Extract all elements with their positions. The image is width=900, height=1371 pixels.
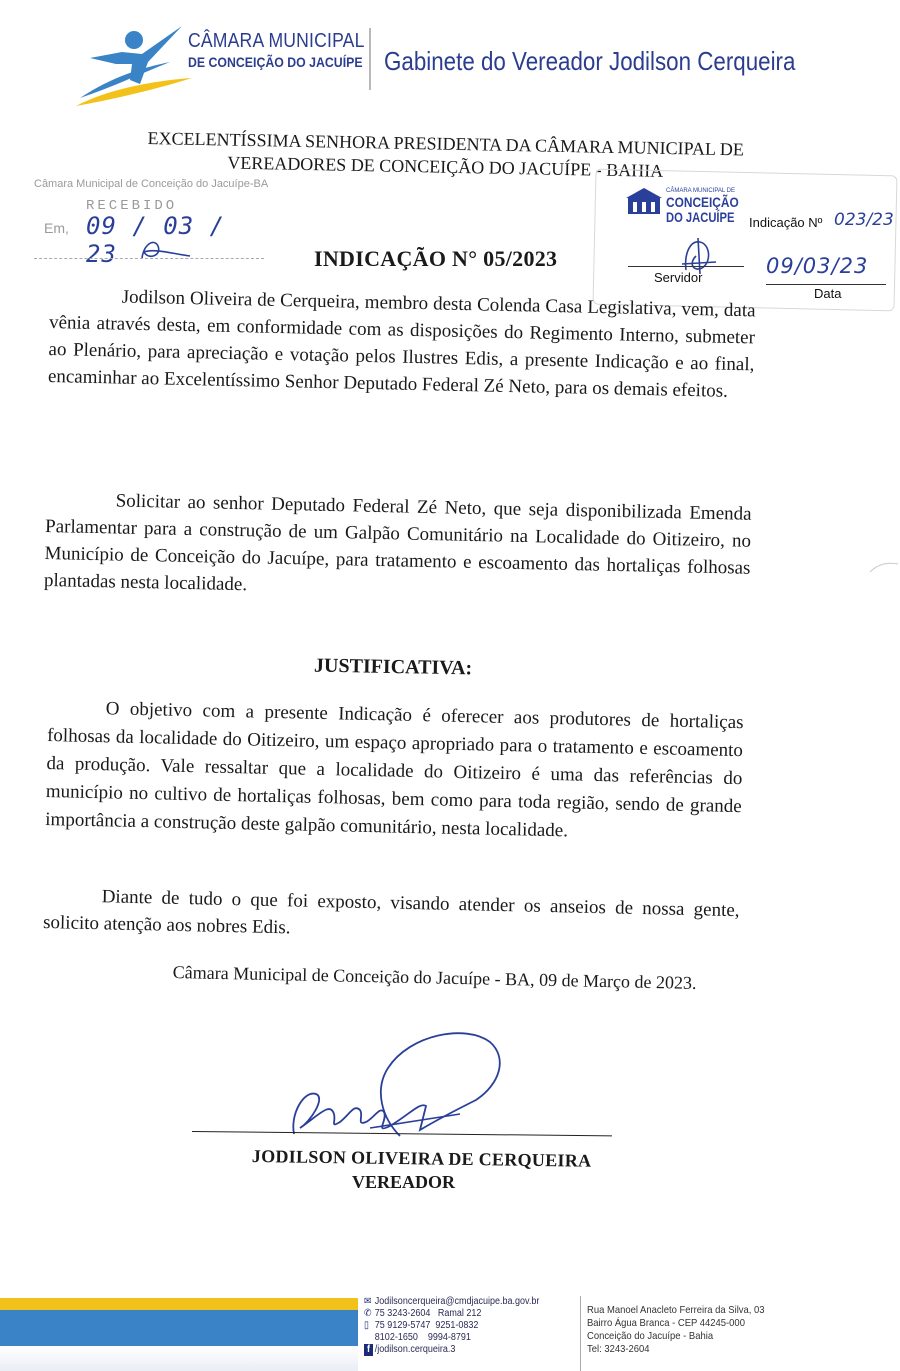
signer-role: VEREADOR (352, 1172, 456, 1192)
footer-phone-ext: Ramal 212 (437, 1308, 482, 1319)
footer-address-line3: Conceição do Jacuípe - Bahia (587, 1330, 714, 1342)
footer-address-line1: Rua Manoel Anacleto Ferreira da Silva, 03 (587, 1304, 765, 1316)
footer-mobile3: 8102-1650 (374, 1332, 418, 1343)
footer-email: Jodilsoncerqueira@cmdjacuipe.ba.gov.br (374, 1296, 540, 1307)
paragraph-justification: O objetivo com a presente Indicação é oferecer aos produtores de hortaliças folhosas da localidade do Oitizeiro, um espaço apropriado para o tratamento e escoamento da produção. Vale ressaltar que a localidade do Oitizeiro é uma das referências do município no cultivo de hortaliças folhosas, bem como para toda região, sendo de grande importância a construção deste galpão comunitário, nesta localidade. (45, 698, 744, 842)
person-swoosh-logo-icon (70, 18, 195, 110)
municipal-building-icon (624, 184, 664, 218)
received-stamp-header: Câmara Municipal de Conceição do Jacuípe-BA (34, 178, 269, 190)
phone-icon: ✆ (364, 1308, 372, 1319)
paragraph-closing: Diante de tudo o que foi exposto, visando atender os anseios de nossa gente, solicito atenção aos nobres Edis. (42, 886, 740, 939)
protocol-date-line (766, 284, 886, 285)
mobile-icon: ▯ (364, 1320, 369, 1331)
footer-yellow-band (0, 1298, 358, 1310)
received-stamp-label: RECEBIDO (86, 198, 178, 214)
paragraph-introduction: Jodilson Oliveira de Cerqueira, membro desta Colenda Casa Legislativa, vem, data vênia através desta, em conformidade com as disposições do Regimento Interno, submeter ao Plenário, para apreciação e votação pelos Ilustres Edis, a presente Indicação e ao final, encaminhar ao Excelentíssimo Senhor Deputado Federal Zé Neto, para os demais efeitos. (47, 286, 756, 402)
footer-light-band (0, 1346, 358, 1371)
footer-divider (580, 1296, 581, 1371)
facebook-icon: f (364, 1344, 373, 1356)
footer-blue-band (0, 1310, 358, 1346)
footer-mobile1: 75 9129-5747 (374, 1320, 431, 1331)
received-stamp-baseline (34, 258, 264, 259)
email-icon: ✉ (364, 1296, 372, 1307)
institution-name-line2: DE CONCEIÇÃO DO JACUÍPE (188, 54, 363, 70)
protocol-stamp (594, 172, 900, 310)
received-stamp (34, 178, 269, 268)
paper-crease-mark (868, 560, 900, 576)
footer-address-line2: Bairro Água Branca - CEP 44245-000 (587, 1317, 745, 1329)
header-divider (369, 28, 371, 90)
justification-heading: JUSTIFICATIVA: (313, 654, 473, 680)
protocol-stamp-name-line2: DO JACUÍPE (666, 209, 735, 225)
indicacao-number-label: Indicação Nº (749, 215, 823, 230)
footer-phone: 75 3243-2604 (374, 1308, 431, 1319)
received-stamp-date-prefix: Em, (44, 220, 69, 236)
handwritten-signature-icon (270, 1018, 530, 1158)
protocol-stamp-date: 09/03/23 (766, 254, 869, 278)
protocol-stamp-caption: CÂMARA MUNICIPAL DE (666, 188, 736, 194)
footer-facebook: /jodilson.cerqueira.3 (374, 1344, 456, 1355)
addressee: EXCELENTÍSSIMA SENHORA PRESIDENTA DA CÂMARA MUNICIPAL DE VEREADORES DE CONCEIÇÃO DO JACUÍPE - BAHIA (147, 127, 745, 181)
institution-name-line1: CÂMARA MUNICIPAL (188, 30, 365, 52)
footer-address-line4: Tel: 3243-2604 (587, 1343, 650, 1355)
signer-name: JODILSON OLIVEIRA DE CERQUEIRA (251, 1146, 592, 1171)
footer-mobile4: 9994-8791 (427, 1332, 471, 1343)
place-date: Câmara Municipal de Conceição do Jacuípe - BA, 09 de Março de 2023. (172, 962, 697, 993)
servidor-label: Servidor (654, 270, 703, 285)
data-label: Data (814, 286, 842, 301)
received-stamp-date: 09 / 03 / 23 (86, 212, 226, 268)
office-name: Gabinete do Vereador Jodilson Cerqueira (384, 46, 796, 76)
servidor-line (628, 266, 744, 267)
footer-mobile2: 9251-0832 (435, 1320, 479, 1331)
protocol-stamp-name-line1: CONCEIÇÃO (666, 194, 739, 210)
document-title: INDICAÇÃO N° 05/2023 (314, 246, 558, 271)
paragraph-request: Solicitar ao senhor Deputado Federal Zé Neto, que seja disponibilizada Emenda Parlamentar para a construção de um Galpão Comunitário na Localidade do Oitizeiro, no Município de Conceição do Jacuípe, para tratamento e escoamento das hortaliças folhosas plantadas nesta localidade. (43, 490, 752, 596)
footer-contacts (364, 1296, 558, 1356)
footer-address (587, 1304, 866, 1356)
indicacao-number-value: 023/23 (834, 210, 894, 230)
